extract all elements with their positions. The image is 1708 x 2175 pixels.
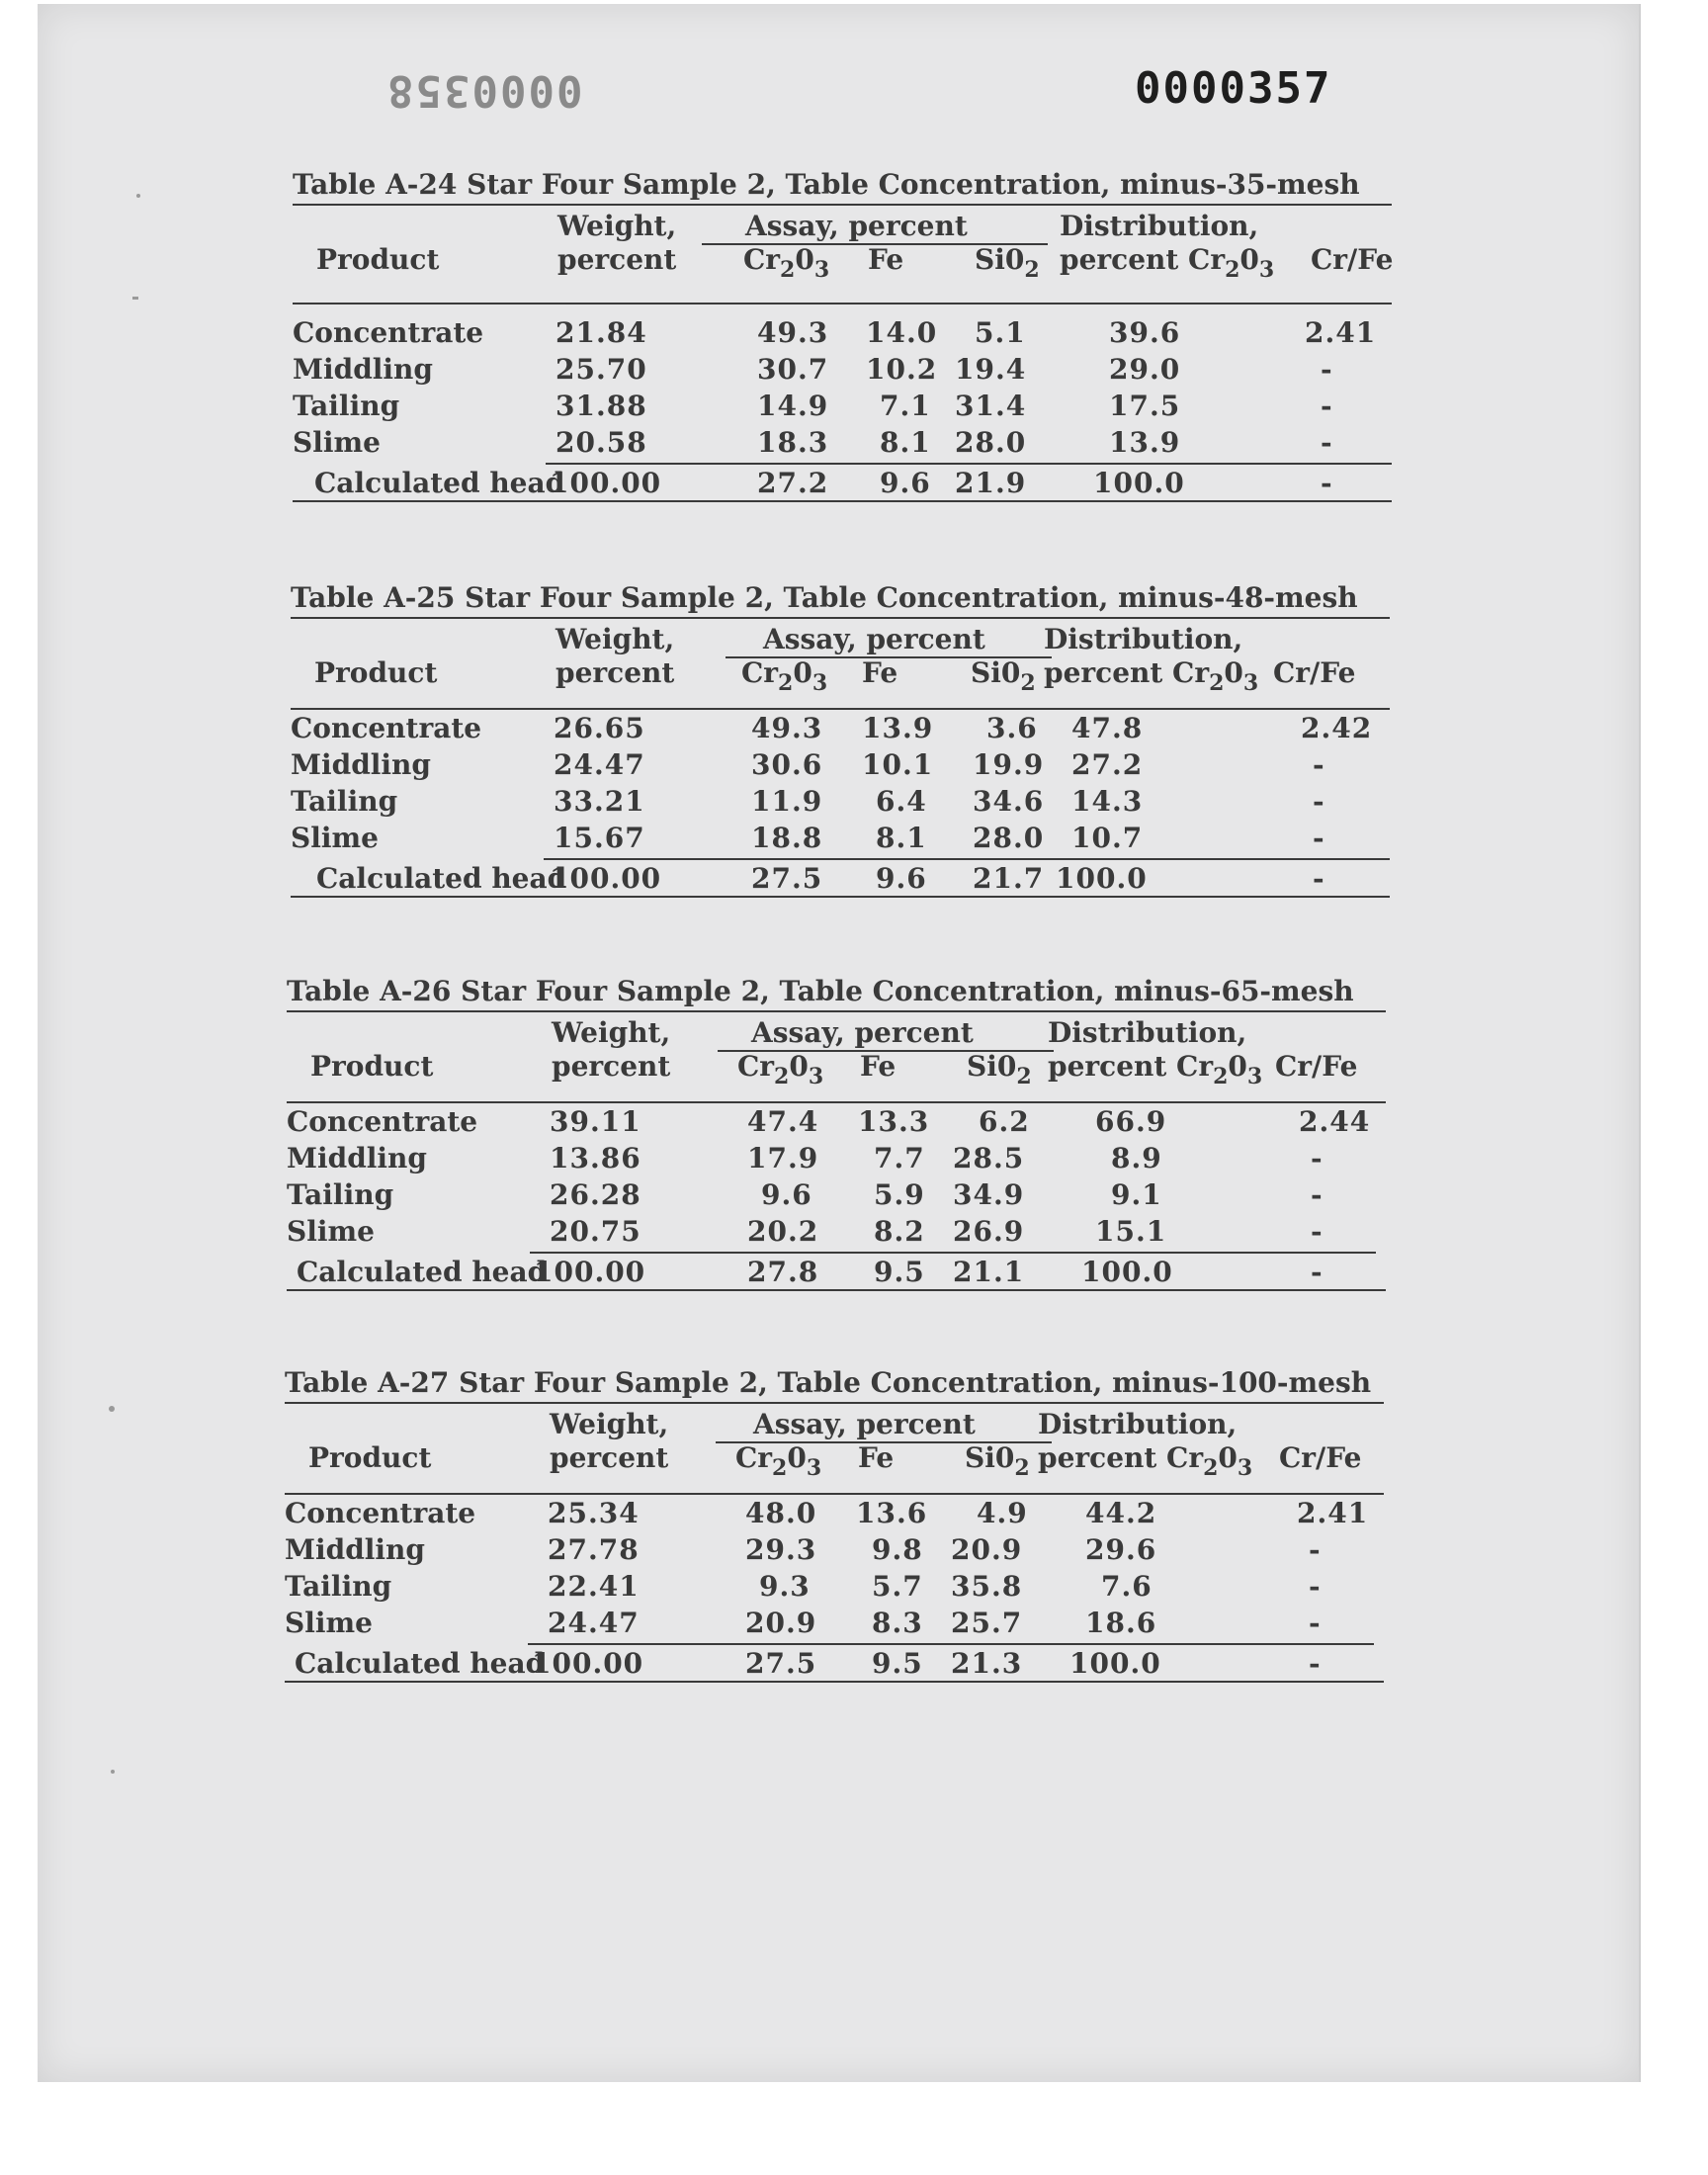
header-sio2: $Si0_2$	[971, 656, 1036, 696]
cr2o3-cell: 18.3	[757, 426, 829, 459]
weight-cell: 100.00	[534, 1256, 646, 1288]
crfe-cell: -	[1309, 1570, 1322, 1603]
weight-cell: 31.88	[555, 390, 647, 422]
sio2-cell: 28.0	[955, 426, 1027, 459]
cr2o3-cell: 20.9	[745, 1607, 817, 1639]
header-crfe: Cr/Fe	[1311, 243, 1394, 276]
header-weight: Weight,	[550, 1408, 669, 1440]
title-underline	[291, 617, 1390, 619]
table-bottom-rule	[285, 1681, 1384, 1683]
cr2o3-cell: 29.3	[745, 1533, 817, 1566]
fe-cell: 9.6	[880, 467, 931, 499]
weight-cell: 13.86	[550, 1142, 641, 1174]
weight-cell: 27.78	[548, 1533, 640, 1566]
product-cell: Middling	[291, 748, 431, 781]
header-assay: Assay, percent	[751, 1016, 974, 1049]
product-cell: Slime	[285, 1607, 373, 1639]
sio2-cell: 28.0	[973, 822, 1045, 854]
header-product: Product	[310, 1050, 434, 1083]
sio2-cell: 19.4	[955, 353, 1027, 386]
cr2o3-cell: 27.8	[747, 1256, 819, 1288]
distribution-cell: 100.0	[1081, 1256, 1173, 1288]
weight-cell: 21.84	[555, 316, 647, 349]
table-title: Table A-24 Star Four Sample 2, Table Concentration, minus-35-mesh	[293, 168, 1360, 201]
title-underline	[285, 1402, 1384, 1404]
product-cell: Calculated head	[297, 1256, 548, 1288]
weight-cell: 33.21	[554, 785, 645, 818]
distribution-cell: 100.0	[1056, 862, 1148, 895]
table-title: Table A-25 Star Four Sample 2, Table Concentration, minus-48-mesh	[291, 581, 1358, 614]
scan-speck	[132, 297, 138, 300]
product-cell: Middling	[285, 1533, 425, 1566]
fe-cell: 10.2	[866, 353, 938, 386]
sio2-cell: 21.3	[951, 1647, 1023, 1680]
distribution-cell: 9.1	[1111, 1178, 1162, 1211]
distribution-cell: 7.6	[1101, 1570, 1153, 1603]
header-product: Product	[316, 243, 440, 276]
data-table-a25	[291, 581, 1390, 927]
cr2o3-cell: 14.9	[757, 390, 829, 422]
product-cell: Tailing	[287, 1178, 394, 1211]
cr2o3-cell: 47.4	[747, 1105, 819, 1138]
product-cell: Slime	[293, 426, 381, 459]
crfe-cell: -	[1313, 862, 1325, 895]
product-cell: Calculated head	[314, 467, 565, 499]
distribution-cell: 29.0	[1109, 353, 1181, 386]
sio2-cell: 28.5	[953, 1142, 1025, 1174]
crfe-cell: -	[1311, 1142, 1324, 1174]
sio2-cell: 19.9	[973, 748, 1045, 781]
header-cr2o3: $Cr_20_3$	[737, 1050, 824, 1089]
header-crfe: Cr/Fe	[1273, 656, 1356, 689]
cr2o3-cell: 30.6	[751, 748, 823, 781]
distribution-cell: 13.9	[1109, 426, 1181, 459]
crfe-cell: 2.41	[1305, 316, 1377, 349]
cr2o3-cell: 9.3	[759, 1570, 811, 1603]
product-cell: Slime	[291, 822, 379, 854]
distribution-cell: 44.2	[1085, 1497, 1157, 1529]
header-weight: Weight,	[552, 1016, 671, 1049]
header-crfe: Cr/Fe	[1275, 1050, 1358, 1083]
subtotal-rule	[528, 1643, 1374, 1645]
product-cell: Concentrate	[285, 1497, 476, 1529]
sio2-cell: 34.6	[973, 785, 1045, 818]
fe-cell: 8.2	[874, 1215, 925, 1248]
fe-cell: 14.0	[866, 316, 938, 349]
crfe-cell: -	[1309, 1647, 1322, 1680]
header-assay: Assay, percent	[763, 623, 985, 655]
distribution-cell: 8.9	[1111, 1142, 1162, 1174]
distribution-cell: 100.0	[1069, 1647, 1161, 1680]
distribution-cell: 27.2	[1071, 748, 1144, 781]
header-sio2: $Si0_2$	[965, 1441, 1030, 1481]
product-cell: Slime	[287, 1215, 375, 1248]
sio2-cell: 21.1	[953, 1256, 1025, 1288]
cr2o3-cell: 27.5	[745, 1647, 817, 1680]
weight-cell: 26.28	[550, 1178, 641, 1211]
subtotal-rule	[544, 858, 1390, 860]
fe-cell: 13.3	[858, 1105, 930, 1138]
fe-cell: 9.6	[876, 862, 927, 895]
crfe-cell: -	[1313, 822, 1325, 854]
distribution-cell: 47.8	[1071, 712, 1144, 744]
crfe-cell: -	[1309, 1607, 1322, 1639]
fe-cell: 5.9	[874, 1178, 925, 1211]
cr2o3-cell: 30.7	[757, 353, 829, 386]
sio2-cell: 6.2	[979, 1105, 1030, 1138]
product-cell: Concentrate	[291, 712, 482, 744]
weight-cell: 22.41	[548, 1570, 640, 1603]
header-distribution: Distribution,	[1060, 210, 1259, 242]
weight-cell: 20.58	[555, 426, 647, 459]
crfe-cell: -	[1311, 1178, 1324, 1211]
fe-cell: 6.4	[876, 785, 927, 818]
header-dist-cr2o3: percent $Cr_20_3$	[1038, 1441, 1253, 1481]
product-cell: Middling	[293, 353, 433, 386]
table-title: Table A-26 Star Four Sample 2, Table Concentration, minus-65-mesh	[287, 975, 1354, 1007]
distribution-cell: 10.7	[1071, 822, 1144, 854]
distribution-cell: 29.6	[1085, 1533, 1157, 1566]
table-bottom-rule	[287, 1289, 1386, 1291]
cr2o3-cell: 9.6	[761, 1178, 812, 1211]
crfe-cell: 2.41	[1297, 1497, 1369, 1529]
sio2-cell: 35.8	[951, 1570, 1023, 1603]
cr2o3-cell: 49.3	[757, 316, 829, 349]
data-table-a27	[285, 1366, 1384, 1712]
table-bottom-rule	[293, 500, 1392, 502]
product-cell: Calculated head	[295, 1647, 546, 1680]
subtotal-rule	[546, 463, 1392, 465]
product-cell: Middling	[287, 1142, 427, 1174]
header-sio2: $Si0_2$	[967, 1050, 1032, 1089]
fe-cell: 9.5	[872, 1647, 923, 1680]
fe-cell: 8.3	[872, 1607, 923, 1639]
cr2o3-cell: 20.2	[747, 1215, 819, 1248]
fe-cell: 5.7	[872, 1570, 923, 1603]
weight-cell: 100.00	[550, 467, 662, 499]
header-distribution: Distribution,	[1044, 623, 1243, 655]
fe-cell: 9.5	[874, 1256, 925, 1288]
table-bottom-rule	[291, 896, 1390, 898]
header-fe: Fe	[858, 1441, 895, 1474]
distribution-cell: 17.5	[1109, 390, 1181, 422]
weight-cell: 100.00	[532, 1647, 644, 1680]
document-number: 0000357	[1135, 63, 1332, 114]
weight-cell: 25.34	[548, 1497, 640, 1529]
scan-speck	[111, 1770, 115, 1774]
header-dist-cr2o3: percent $Cr_20_3$	[1060, 243, 1275, 283]
fe-cell: 13.6	[856, 1497, 928, 1529]
distribution-cell: 14.3	[1071, 785, 1144, 818]
header-weight-percent: percent	[552, 1050, 671, 1083]
header-rule	[285, 1493, 1384, 1495]
sio2-cell: 21.7	[973, 862, 1045, 895]
cr2o3-cell: 11.9	[751, 785, 823, 818]
header-assay: Assay, percent	[753, 1408, 976, 1440]
product-cell: Tailing	[293, 390, 400, 422]
weight-cell: 15.67	[554, 822, 645, 854]
crfe-cell: -	[1321, 390, 1333, 422]
cr2o3-cell: 17.9	[747, 1142, 819, 1174]
crfe-cell: -	[1321, 353, 1333, 386]
product-cell: Tailing	[285, 1570, 392, 1603]
header-product: Product	[314, 656, 438, 689]
table-title: Table A-27 Star Four Sample 2, Table Concentration, minus-100-mesh	[285, 1366, 1372, 1399]
sio2-cell: 31.4	[955, 390, 1027, 422]
scan-speck	[109, 1406, 115, 1412]
scan-speck	[136, 194, 140, 198]
fe-cell: 8.1	[880, 426, 931, 459]
product-cell: Concentrate	[293, 316, 484, 349]
data-table-a24	[293, 168, 1392, 514]
crfe-cell: -	[1321, 467, 1333, 499]
fe-cell: 7.1	[880, 390, 931, 422]
sio2-cell: 21.9	[955, 467, 1027, 499]
sio2-cell: 5.1	[975, 316, 1026, 349]
cr2o3-cell: 27.2	[757, 467, 829, 499]
sio2-cell: 25.7	[951, 1607, 1023, 1639]
distribution-cell: 100.0	[1093, 467, 1185, 499]
product-cell: Calculated head	[316, 862, 567, 895]
cr2o3-cell: 49.3	[751, 712, 823, 744]
crfe-cell: -	[1311, 1215, 1324, 1248]
cr2o3-cell: 18.8	[751, 822, 823, 854]
header-cr2o3: $Cr_20_3$	[735, 1441, 822, 1481]
header-weight-percent: percent	[557, 243, 677, 276]
product-cell: Tailing	[291, 785, 398, 818]
crfe-cell: -	[1321, 426, 1333, 459]
sio2-cell: 20.9	[951, 1533, 1023, 1566]
sio2-cell: 34.9	[953, 1178, 1025, 1211]
header-fe: Fe	[860, 1050, 897, 1083]
header-distribution: Distribution,	[1048, 1016, 1247, 1049]
crfe-cell: -	[1313, 748, 1325, 781]
header-dist-cr2o3: percent $Cr_20_3$	[1044, 656, 1259, 696]
weight-cell: 100.00	[550, 862, 662, 895]
crfe-cell: 2.44	[1299, 1105, 1371, 1138]
header-fe: Fe	[868, 243, 904, 276]
weight-cell: 25.70	[555, 353, 647, 386]
header-sio2: $Si0_2$	[975, 243, 1040, 283]
weight-cell: 39.11	[550, 1105, 641, 1138]
fe-cell: 8.1	[876, 822, 927, 854]
weight-cell: 26.65	[554, 712, 645, 744]
document-number-inverted: 0000358	[385, 65, 583, 116]
product-cell: Concentrate	[287, 1105, 478, 1138]
header-assay: Assay, percent	[745, 210, 968, 242]
fe-cell: 7.7	[874, 1142, 925, 1174]
cr2o3-cell: 48.0	[745, 1497, 817, 1529]
header-dist-cr2o3: percent $Cr_20_3$	[1048, 1050, 1263, 1089]
sio2-cell: 3.6	[986, 712, 1038, 744]
header-weight: Weight,	[555, 623, 675, 655]
title-underline	[287, 1010, 1386, 1012]
header-rule	[287, 1101, 1386, 1103]
header-weight: Weight,	[557, 210, 677, 242]
distribution-cell: 18.6	[1085, 1607, 1157, 1639]
weight-cell: 24.47	[554, 748, 645, 781]
header-distribution: Distribution,	[1038, 1408, 1238, 1440]
distribution-cell: 39.6	[1109, 316, 1181, 349]
sio2-cell: 26.9	[953, 1215, 1025, 1248]
header-weight-percent: percent	[550, 1441, 669, 1474]
distribution-cell: 66.9	[1095, 1105, 1167, 1138]
crfe-cell: 2.42	[1301, 712, 1373, 744]
sio2-cell: 4.9	[977, 1497, 1028, 1529]
crfe-cell: -	[1313, 785, 1325, 818]
header-fe: Fe	[862, 656, 898, 689]
header-cr2o3: $Cr_20_3$	[743, 243, 830, 283]
title-underline	[293, 204, 1392, 206]
subtotal-rule	[530, 1252, 1376, 1254]
fe-cell: 9.8	[872, 1533, 923, 1566]
weight-cell: 20.75	[550, 1215, 641, 1248]
cr2o3-cell: 27.5	[751, 862, 823, 895]
fe-cell: 13.9	[862, 712, 934, 744]
header-crfe: Cr/Fe	[1279, 1441, 1362, 1474]
weight-cell: 24.47	[548, 1607, 640, 1639]
data-table-a26	[287, 975, 1386, 1321]
header-rule	[291, 708, 1390, 710]
distribution-cell: 15.1	[1095, 1215, 1167, 1248]
fe-cell: 10.1	[862, 748, 934, 781]
crfe-cell: -	[1311, 1256, 1324, 1288]
header-cr2o3: $Cr_20_3$	[741, 656, 828, 696]
header-product: Product	[308, 1441, 432, 1474]
header-rule	[293, 303, 1392, 304]
header-weight-percent: percent	[555, 656, 675, 689]
crfe-cell: -	[1309, 1533, 1322, 1566]
